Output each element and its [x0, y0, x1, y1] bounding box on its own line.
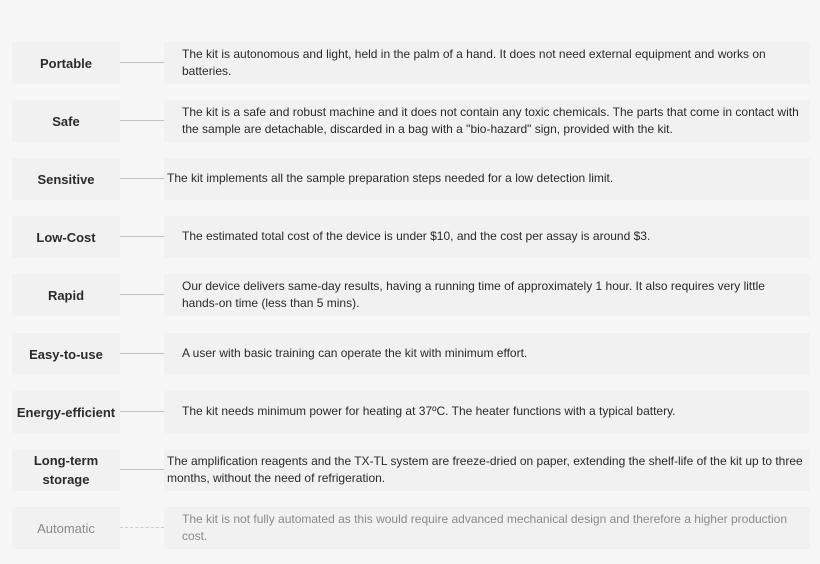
feature-description: A user with basic training can operate the kit with minimum effort.	[164, 333, 810, 375]
connector-line	[120, 62, 164, 63]
feature-label: Portable	[12, 42, 120, 84]
feature-description: The amplification reagents and the TX-TL system are freeze-dried on paper, extending the shelf-life of the kit up to three months, without the need of refrigeration.	[164, 449, 810, 491]
feature-row-sensitive	[0, 158, 820, 200]
feature-label-text: Long-term storage	[33, 453, 99, 487]
connector-line	[120, 469, 164, 470]
feature-description: Our device delivers same-day results, having a running time of approximately 1 hour. It also requires very little hands-on time (less than 5 mins).	[164, 274, 810, 316]
feature-description: The kit needs minimum power for heating at 37ºC. The heater functions with a typical battery.	[164, 391, 810, 433]
feature-label: Automatic	[12, 507, 120, 549]
feature-description: The kit is autonomous and light, held in the palm of a hand. It does not need external equipment and works on batteries.	[164, 42, 810, 84]
feature-label: Rapid	[12, 274, 120, 316]
feature-label: Low-Cost	[12, 216, 120, 258]
feature-label	[12, 449, 120, 491]
feature-description: The kit implements all the sample preparation steps needed for a low detection limit.	[164, 158, 810, 200]
feature-description: The estimated total cost of the device is under $10, and the cost per assay is around $3.	[164, 216, 810, 258]
connector-line	[120, 411, 164, 412]
feature-description: The kit is not fully automated as this would require advanced mechanical design and therefore a higher production cost.	[164, 507, 810, 549]
feature-label: Sensitive	[12, 158, 120, 200]
feature-row-energy-efficient	[0, 391, 820, 433]
feature-row-safe	[0, 100, 820, 142]
connector-line	[120, 353, 164, 354]
feature-row-rapid	[0, 274, 820, 316]
connector-line	[120, 236, 164, 237]
feature-row-automatic	[0, 507, 820, 549]
feature-label: Safe	[12, 100, 120, 142]
connector-line	[120, 120, 164, 121]
connector-line-dashed	[120, 527, 164, 528]
feature-label: Easy-to-use	[12, 333, 120, 375]
connector-line	[120, 294, 164, 295]
feature-label: Energy-efficient	[12, 391, 120, 433]
feature-row-low-cost	[0, 216, 820, 258]
feature-description: The kit is a safe and robust machine and it does not contain any toxic chemicals. The parts that come in contact with the sample are detachable, discarded in a bag with a "bio-hazard" sign, provided with the kit.	[164, 100, 810, 142]
feature-row-portable	[0, 42, 820, 84]
feature-row-easy-to-use	[0, 333, 820, 375]
feature-row-long-term-storage	[0, 449, 820, 491]
connector-line	[120, 178, 164, 179]
